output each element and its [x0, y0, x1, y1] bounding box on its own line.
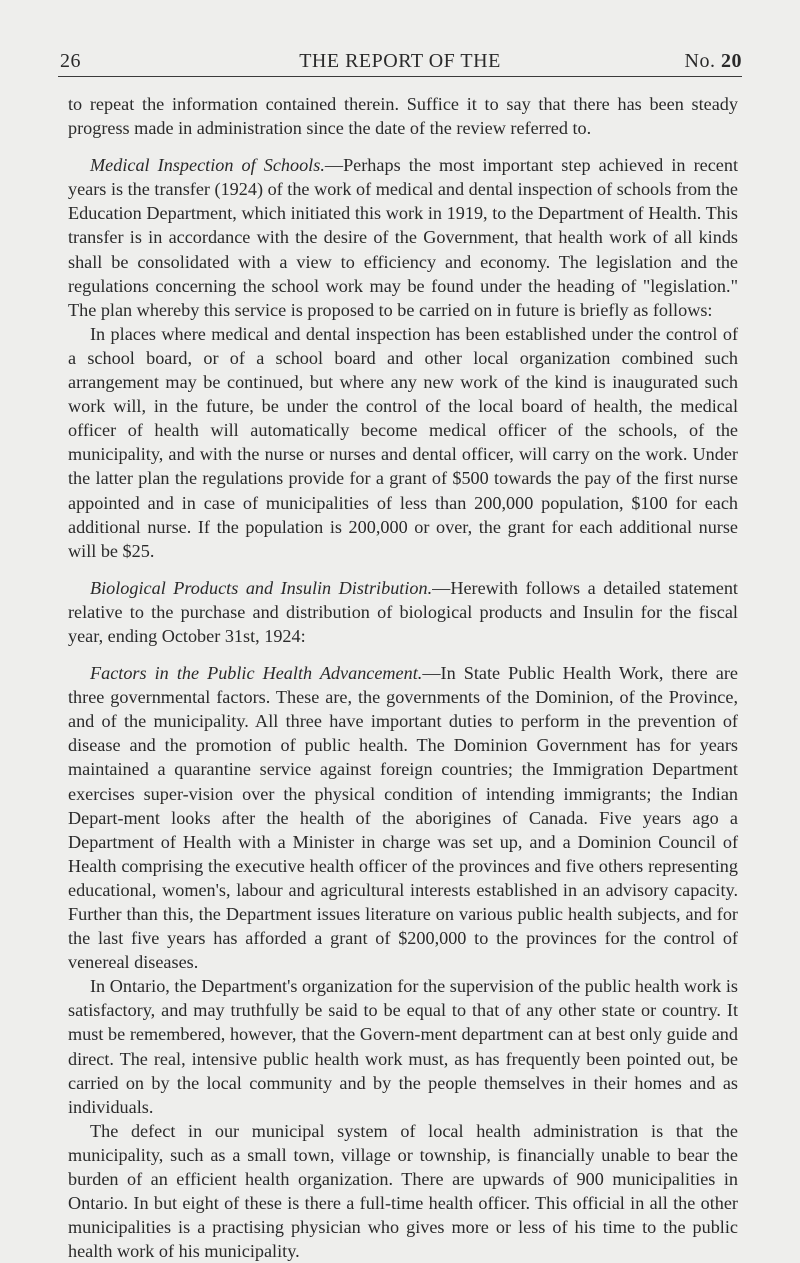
paragraph-text: —Herewith follows a detailed statement relative to the purchase and distribution of biological products and Insulin for the fiscal year, ending October 31st, 1924:: [68, 577, 738, 646]
paragraph-school-plan: [68, 322, 738, 563]
paragraph-factors: [68, 661, 738, 974]
paragraph-text: In places where medical and dental inspection has been established under the control of a school board, or of a school board and other local organization combined such arrangement may be continued, but where any new work of the kind is inaugurated such work will, in the future, be under the control of the local board of health, the medical officer of health will automatically become medical officer of the schools, of the municipality, and with the nurse or nurses and dental officer, will carry on the work. Under the latter plan the regulations provide for a grant of $500 towards the pay of the first nurse appointed and in case of municipalities of less than 200,000 population, $100 for each additional nurse. If the population is 200,000 or over, the grant for each additional nurse will be $25.: [68, 323, 738, 561]
running-title: THE REPORT OF THE: [299, 50, 501, 72]
paragraph-ontario: [68, 974, 738, 1119]
paragraph-text: to repeat the information contained therein. Suffice it to say that there has been steady progress made in administration since the date of the review referred to.: [68, 94, 738, 139]
paragraph-text: —Perhaps the most important step achieved in recent years is the transfer (1924) of the work of medical and dental inspection of schools from the Education Department, which initiated this work in 1919, to the Department of Health. This transfer is in accordance with the desire of the Government, that health work of all kinds shall be consolidated with a view to efficiency and economy. The legislation and the regulations concerning the school work may be found under the heading of "legislation." The plan whereby this service is proposed to be carried on in future is briefly as follows:: [68, 155, 738, 320]
section-heading: Biological Products and Insulin Distribution.: [90, 577, 433, 598]
section-heading: Medical Inspection of Schools.: [90, 155, 325, 176]
report-number: [685, 50, 742, 73]
page-number: 26: [60, 50, 81, 72]
body-text: [68, 92, 738, 1263]
paragraph-text: —In State Public Health Work, there are three governmental factors. These are, the governments of the Dominion, of the Province, and of the municipality. All three have important duties to perform in the prevention of disease and the promotion of public health. The Dominion Government has for years maintained a quarantine service against foreign countries; the Immigration Department exercises super-vision over the physical condition of intending immigrants; the Indian Depart-ment looks after the health of the aborigines of Canada. Five years ago a Department of Health with a Minister in charge was set up, and a Dominion Council of Health comprising the executive health officer of the provinces and five others representing educational, women's, labour and agricultural interests established in an advisory capacity. Further than this, the Department issues literature on various public health subjects, and for the last five years has afforded a grant of $200,000 to the provinces for the control of venereal diseases.: [68, 663, 739, 973]
paragraph-text: The defect in our municipal system of local health administration is that the municipality, such as a small town, village or township, is financially unable to bear the burden of an efficient health organization. There are upwards of 900 municipalities in Ontario. In but eight of these is there a full-time health officer. This official in all the other municipalities is a practising physician who gives more or less of his time to the public health work of his municipality.: [68, 1120, 738, 1262]
page-header: [58, 50, 742, 77]
report-number-prefix: No.: [684, 50, 716, 72]
paragraph-defect: [68, 1119, 738, 1263]
paragraph-continuation: [68, 92, 738, 140]
paragraph-text: In Ontario, the Department's organization for the supervision of the public health work is satisfactory, and may truthfully be said to be equal to that of any other state or country. It must be remembered, however, that the Govern-ment department can at best only guide and direct. The real, intensive public health work must, as has frequently been pointed out, be carried on by the local community and by the people themselves in their homes and as individuals.: [68, 976, 738, 1117]
paragraph-biological-products: [68, 576, 738, 648]
paragraph-medical-inspection: [68, 153, 738, 322]
section-heading: Factors in the Public Health Advancement.: [90, 663, 423, 684]
report-number-value: 20: [721, 50, 742, 72]
